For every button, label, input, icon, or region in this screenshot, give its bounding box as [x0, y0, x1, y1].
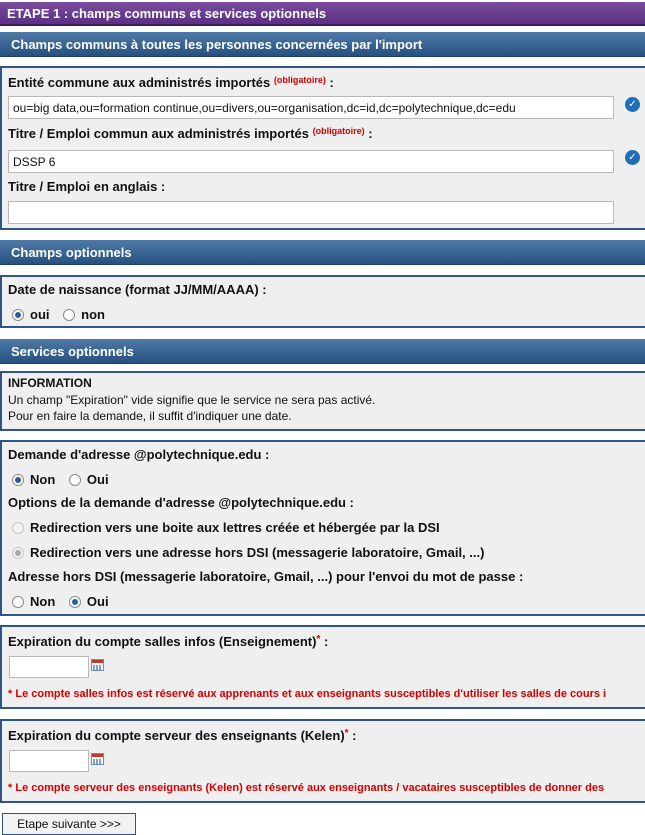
step-title: ETAPE 1 : champs communs et services optionnels	[0, 2, 645, 26]
rooms-expiration-panel	[0, 625, 645, 709]
external-address-label: Adresse hors DSI (messagerie laboratoire, Gmail, ...) pour l'envoi du mot de passe :	[8, 569, 524, 584]
external-oui[interactable]	[69, 594, 109, 609]
address-oui-radio[interactable]	[69, 474, 81, 486]
optional-services-header: Services optionnels	[0, 339, 645, 364]
birthdate-label: Date de naissance (format JJ/MM/AAAA) :	[8, 282, 267, 297]
address-non-radio[interactable]	[12, 474, 24, 486]
external-oui-radio[interactable]	[69, 596, 81, 608]
address-option-external[interactable]	[12, 545, 484, 560]
rooms-note-star: *	[8, 688, 13, 700]
birthdate-non[interactable]	[63, 307, 105, 322]
address-option-dsi-radio[interactable]	[12, 522, 24, 534]
server-note	[8, 782, 604, 794]
title-valid-check-icon: ✓	[625, 150, 640, 165]
address-option-external-label: Redirection vers une adresse hors DSI (messagerie laboratoire, Gmail, ...)	[30, 545, 485, 560]
optional-fields-header: Champs optionnels	[0, 240, 645, 265]
address-non[interactable]	[12, 472, 55, 487]
info-line-2: Pour en faire la demande, il suffit d'indiquer une date.	[8, 409, 292, 423]
address-panel	[0, 440, 645, 616]
server-label-suffix: :	[348, 728, 357, 743]
address-request-label: Demande d'adresse @polytechnique.edu :	[8, 447, 270, 462]
entity-input[interactable]	[8, 96, 614, 119]
external-non-label: Non	[30, 594, 56, 609]
calendar-icon[interactable]	[91, 659, 104, 671]
calendar-icon[interactable]	[91, 753, 104, 765]
common-fields-panel	[0, 66, 645, 230]
birthdate-non-radio[interactable]	[63, 309, 75, 321]
title-required: (obligatoire)	[312, 126, 365, 136]
info-panel	[0, 371, 645, 431]
title-en-input[interactable]	[8, 201, 614, 224]
server-note-star: *	[8, 782, 13, 794]
address-non-label: Non	[30, 472, 56, 487]
external-address-radio-group	[12, 594, 109, 609]
server-note-text: Le compte serveur des enseignants (Kelen) est réservé aux enseignants / vacataires susceptibles de donner des	[15, 782, 605, 794]
rooms-note-text: Le compte salles infos est réservé aux apprenants et aux enseignants susceptibles d'utiliser les salles de cours i	[15, 688, 607, 700]
address-request-radio-group	[12, 472, 109, 487]
optional-fields-panel	[0, 275, 645, 328]
rooms-expiration-label	[8, 634, 328, 649]
external-oui-label: Oui	[86, 594, 109, 609]
address-options-label: Options de la demande d'adresse @polytechnique.edu :	[8, 495, 354, 510]
address-option-external-radio[interactable]	[12, 547, 24, 559]
title-label	[8, 126, 373, 141]
rooms-required-star: *	[316, 634, 321, 645]
rooms-expiration-label-text: Expiration du compte salles infos (Enseignement)	[8, 634, 317, 649]
entity-label-text: Entité commune aux administrés importés	[8, 75, 271, 90]
info-title: INFORMATION	[8, 376, 92, 390]
entity-valid-check-icon: ✓	[625, 97, 640, 112]
address-oui[interactable]	[69, 472, 109, 487]
entity-label	[8, 75, 334, 90]
address-oui-label: Oui	[86, 472, 109, 487]
server-required-star: *	[344, 728, 349, 739]
common-fields-header: Champs communs à toutes les personnes concernées par l'import	[0, 32, 645, 57]
rooms-expiration-input[interactable]	[9, 656, 89, 678]
address-option-dsi-label: Redirection vers une boite aux lettres créée et hébergée par la DSI	[30, 520, 440, 535]
server-expiration-input[interactable]	[9, 750, 89, 772]
birthdate-oui-radio[interactable]	[12, 309, 24, 321]
next-step-button[interactable]: Etape suivante >>>	[2, 813, 136, 835]
server-expiration-panel	[0, 719, 645, 803]
birthdate-radio-group	[12, 307, 105, 322]
birthdate-oui-label: oui	[30, 307, 50, 322]
entity-label-suffix: :	[325, 75, 334, 90]
address-option-dsi[interactable]	[12, 520, 440, 535]
title-label-text: Titre / Emploi commun aux administrés importés	[8, 126, 309, 141]
server-expiration-label-text: Expiration du compte serveur des enseignants (Kelen)	[8, 728, 345, 743]
external-non-radio[interactable]	[12, 596, 24, 608]
birthdate-non-label: non	[81, 307, 105, 322]
info-line-1: Un champ "Expiration" vide signifie que le service ne sera pas activé.	[8, 393, 376, 407]
title-input[interactable]	[8, 150, 614, 173]
birthdate-oui[interactable]	[12, 307, 50, 322]
rooms-label-suffix: :	[320, 634, 329, 649]
entity-required: (obligatoire)	[273, 75, 326, 85]
rooms-note	[8, 688, 606, 700]
external-non[interactable]	[12, 594, 55, 609]
title-label-suffix: :	[364, 126, 373, 141]
server-expiration-label	[8, 728, 357, 743]
title-en-label: Titre / Emploi en anglais :	[8, 179, 166, 194]
